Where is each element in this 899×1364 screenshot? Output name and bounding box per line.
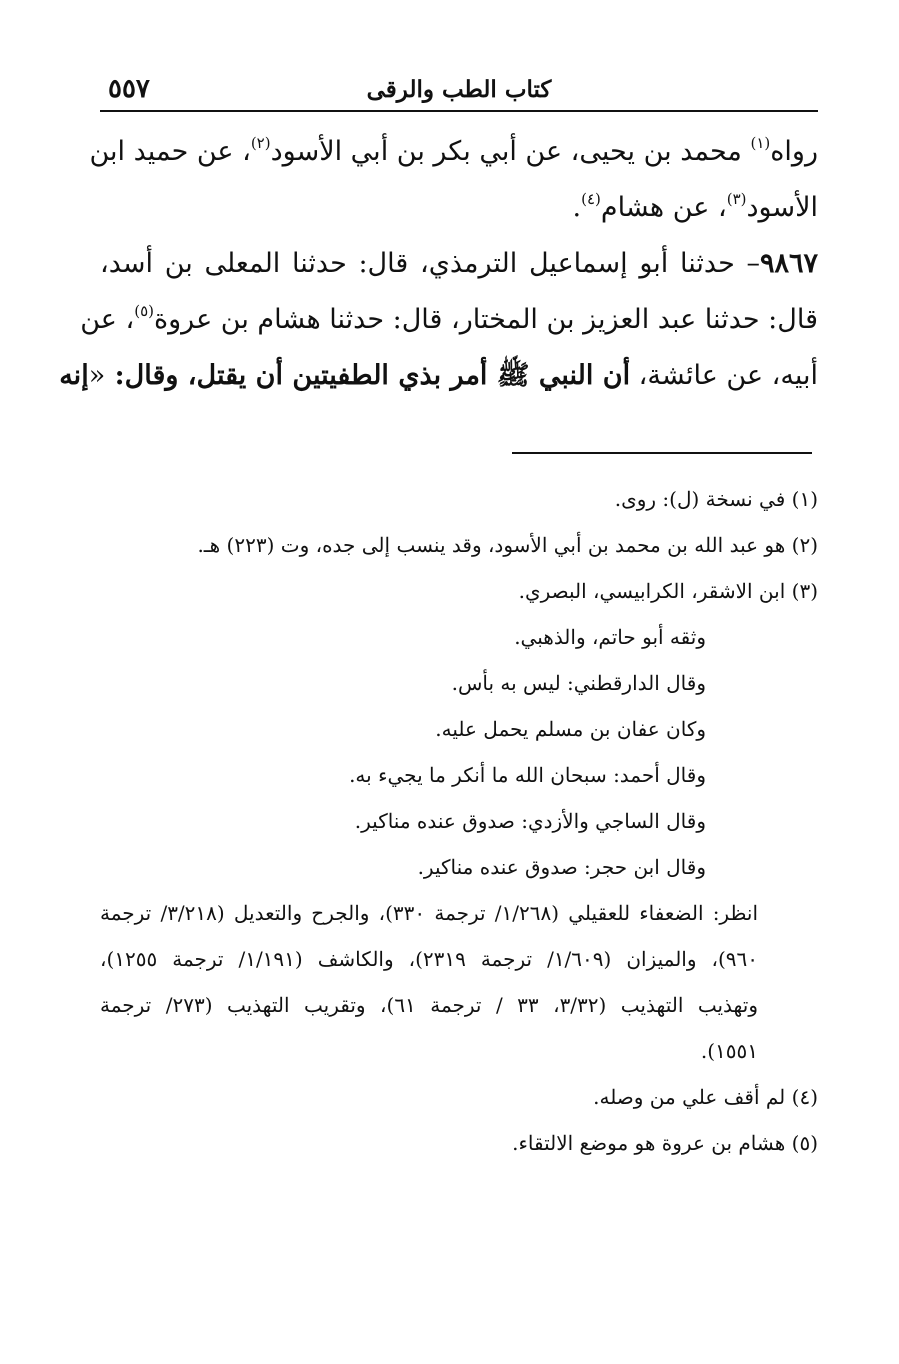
footnote-3-line: وكان عفان بن مسلم يحمل عليه. bbox=[435, 717, 706, 741]
hadith-number: ٩٨٦٧ bbox=[759, 248, 818, 279]
main-line-1 bbox=[89, 124, 818, 180]
bold-text-segment: أن النبي ﷺ أمر بذي الطفيتين أن يقتل، وقال: bbox=[105, 360, 631, 391]
footnote-3-reference: ٩٦٠)، والميزان (١/٦٠٩/ ترجمة ٢٣١٩)، والكاشف (١/١٩١/ ترجمة ١٢٥٥)، bbox=[100, 947, 758, 971]
footnote-3-reference: وتهذيب التهذيب (٣/٣٢، ٣٣ / ترجمة ٦١)، وتقريب التهذيب (٢٧٣/ ترجمة bbox=[100, 993, 758, 1017]
footnote-3-line: وقال أحمد: سبحان الله ما أنكر ما يجيء به. bbox=[349, 763, 706, 787]
text-segment: قال: حدثنا عبد العزيز بن المختار، قال: حدثنا هشام بن عروة bbox=[153, 304, 818, 335]
text-segment: – حدثنا أبو إسماعيل الترمذي، قال: حدثنا المعلى بن أسد، bbox=[100, 248, 760, 279]
main-line-2 bbox=[100, 180, 818, 236]
footnote-2: (٢) هو عبد الله بن محمد بن أبي الأسود، وقد ينسب إلى جده، وت (٢٢٣) هـ. bbox=[197, 533, 818, 557]
text-segment: محمد بن يحيى، عن أبي بكر بن أبي الأسود bbox=[270, 136, 751, 167]
main-line-3 bbox=[100, 236, 818, 292]
text-segment: ، عن bbox=[80, 304, 135, 335]
quote-mark: « bbox=[88, 360, 106, 391]
footnote-3-line: وثقه أبو حاتم، والذهبي. bbox=[514, 625, 706, 649]
page-number: ٥٥٧ bbox=[108, 74, 150, 104]
footnote-4: (٤) لم أقف علي من وصله. bbox=[593, 1085, 818, 1109]
footnote-3-reference: ١٥٥١). bbox=[700, 1039, 758, 1063]
text-segment: أبيه، عن عائشة، bbox=[630, 360, 818, 391]
running-title: كتاب الطب والرقى bbox=[366, 76, 552, 103]
footnote-3-reference: انظر: الضعفاء للعقيلي (١/٢٦٨/ ترجمة ٣٣٠)، والجرح والتعديل (٣/٢١٨/ ترجمة bbox=[100, 901, 758, 925]
text-segment: ، عن هشام bbox=[600, 192, 727, 223]
text-segment: . bbox=[572, 192, 582, 223]
footnote-3: (٣) ابن الاشقر، الكرابيسي، البصري. bbox=[518, 579, 818, 603]
footnotes bbox=[100, 476, 818, 1166]
footnote-3-line: وقال الساجي والأزدي: صدوق عنده مناكير. bbox=[354, 809, 706, 833]
text-segment: ، عن حميد ابن bbox=[89, 136, 251, 167]
footnote-marker-5[interactable]: (٥) bbox=[134, 302, 154, 320]
footnote-separator bbox=[512, 452, 812, 454]
footnote-marker-1[interactable]: (١) bbox=[750, 134, 771, 152]
text-segment: الأسود bbox=[746, 192, 818, 223]
bold-text-segment: إنه bbox=[59, 360, 89, 391]
main-line-4 bbox=[80, 292, 818, 348]
page-header bbox=[100, 70, 818, 112]
footnote-3-line: وقال ابن حجر: صدوق عنده مناكير. bbox=[417, 855, 706, 879]
footnote-marker-2[interactable]: (٢) bbox=[250, 134, 271, 152]
main-text bbox=[59, 124, 818, 404]
main-line-5 bbox=[59, 348, 818, 404]
footnote-3-line: وقال الدارقطني: ليس به بأس. bbox=[451, 671, 706, 695]
footnote-5: (٥) هشام بن عروة هو موضع الالتقاء. bbox=[512, 1131, 818, 1155]
footnote-marker-4[interactable]: (٤) bbox=[581, 190, 601, 208]
footnote-marker-3[interactable]: (٣) bbox=[726, 190, 747, 208]
footnote-1: (١) في نسخة (ل): روى. bbox=[614, 487, 818, 511]
text-segment: رواه bbox=[770, 136, 818, 167]
